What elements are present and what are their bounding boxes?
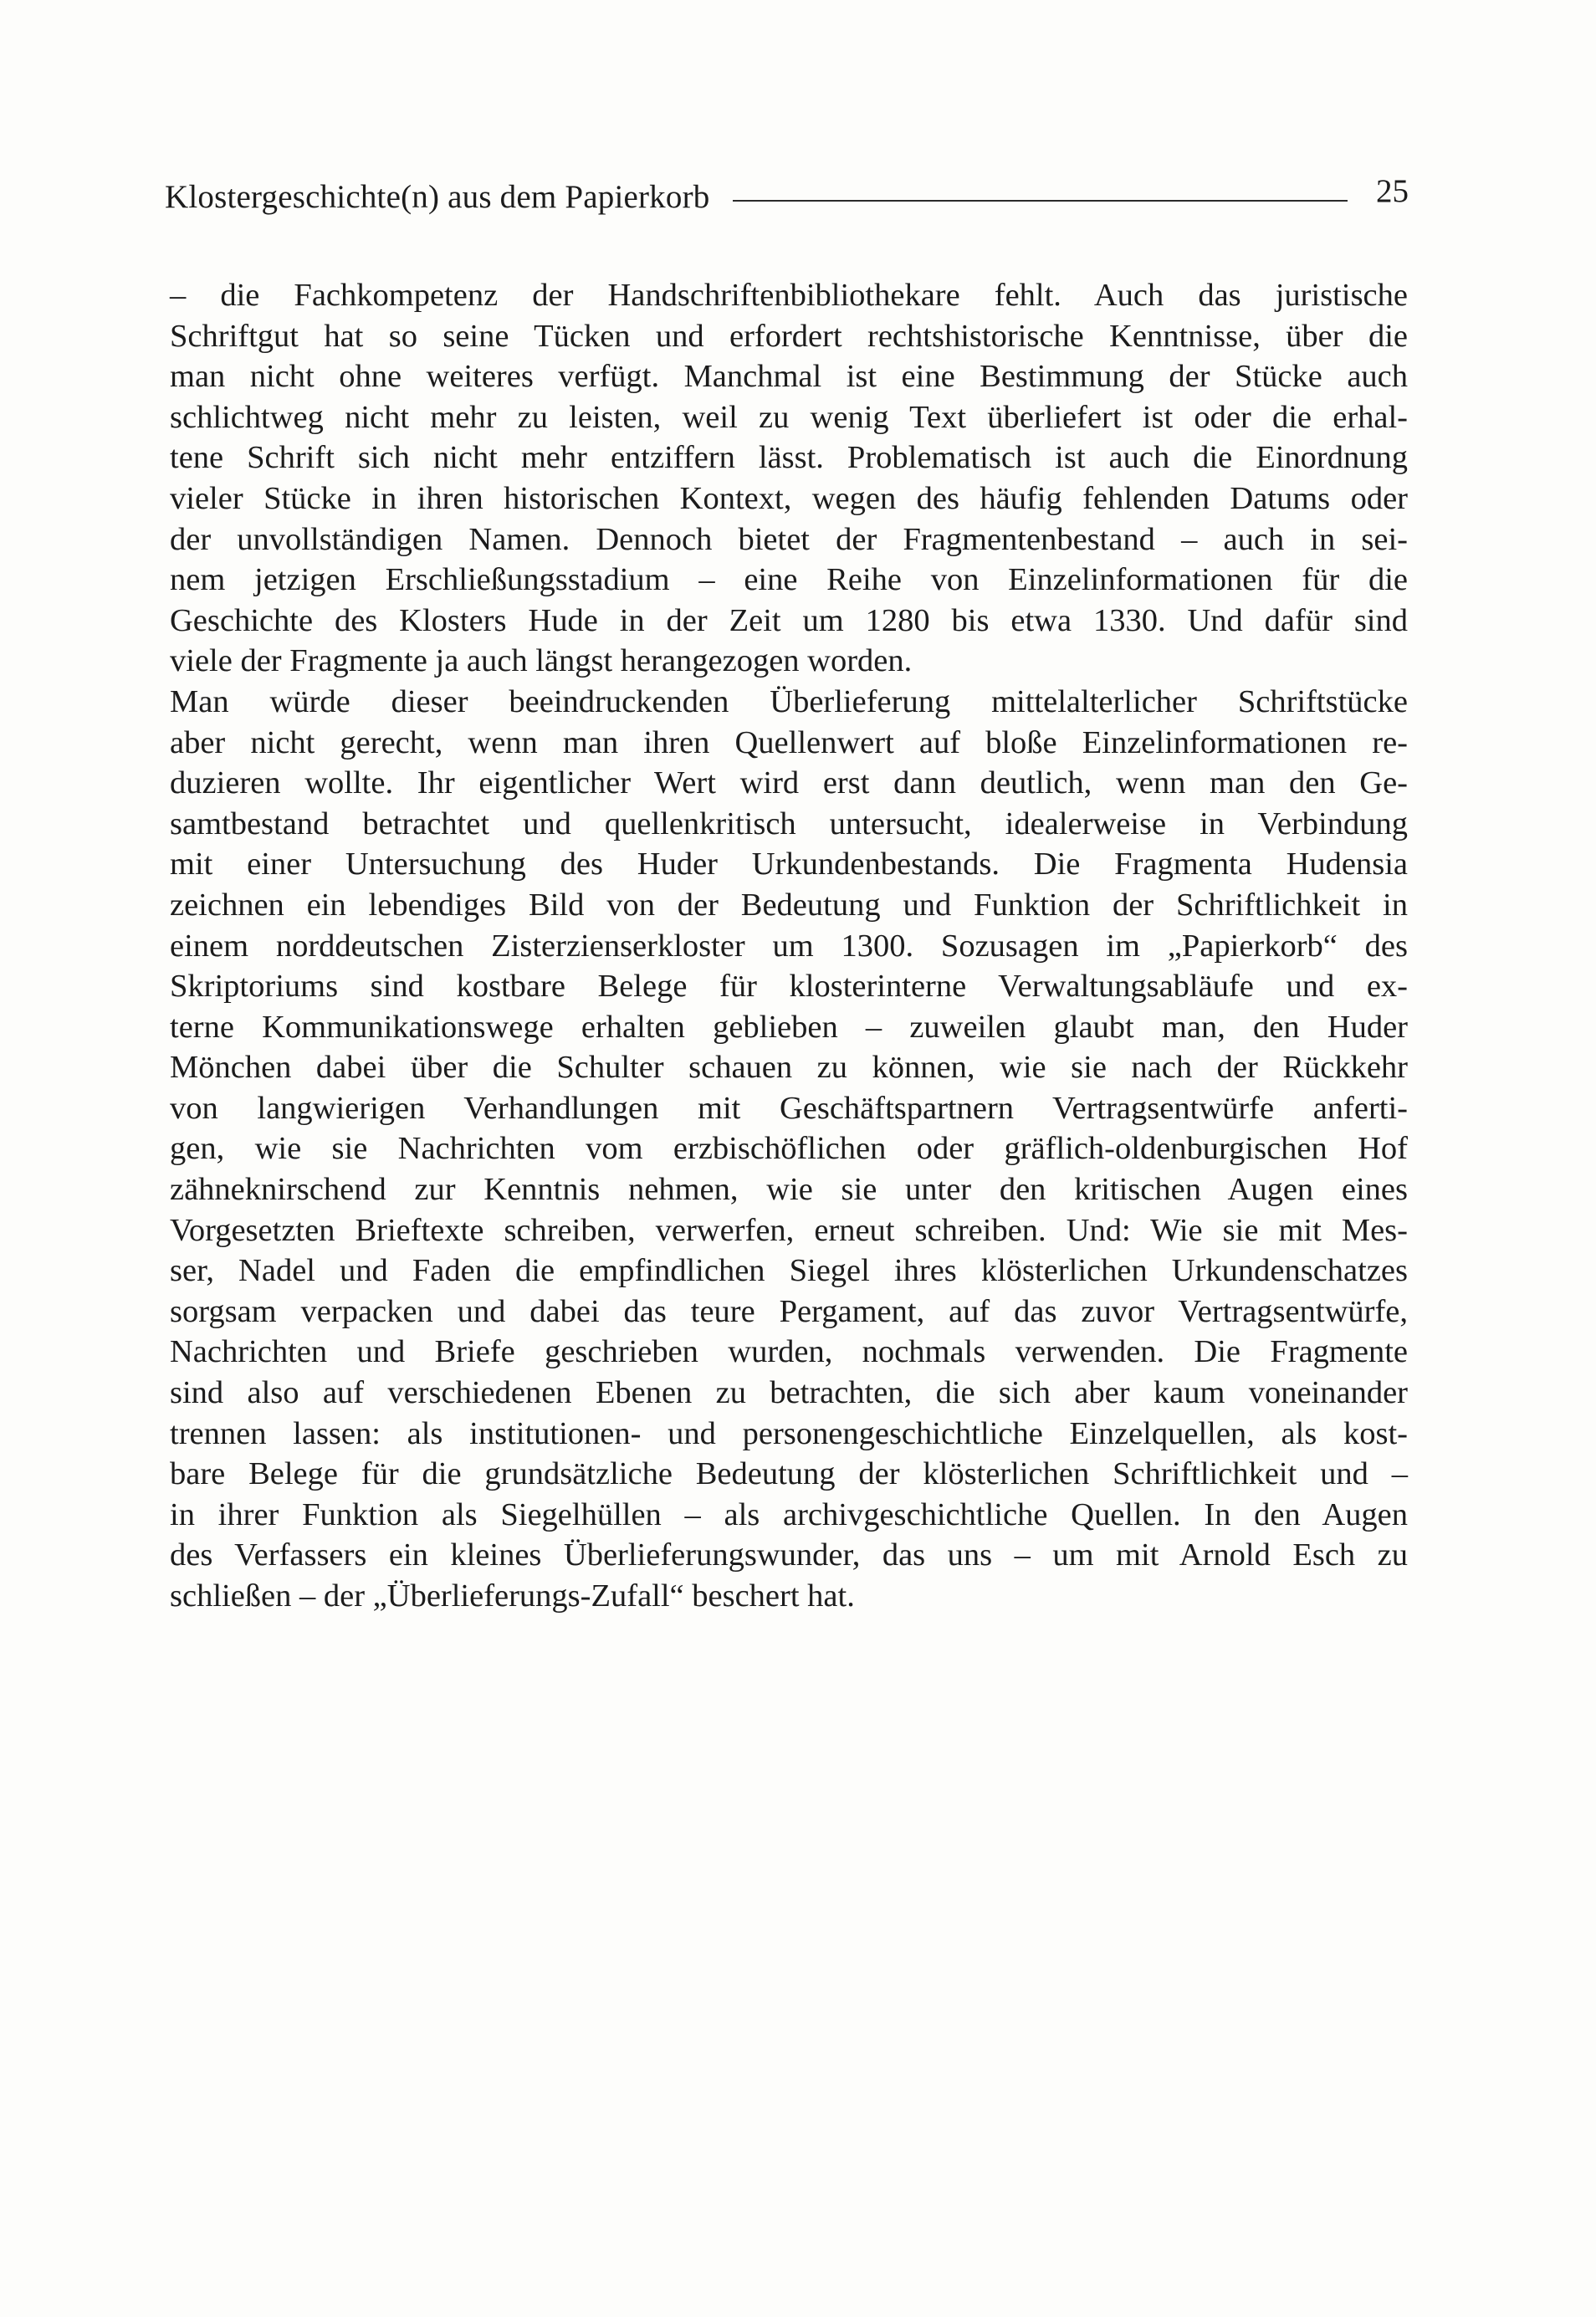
text-line: Geschichte des Klosters Hude in der Zeit um 1280 bis etwa 1330. Und dafür sind	[170, 602, 1408, 638]
text-line: tene Schrift sich nicht mehr entziffern lässt. Problematisch ist auch die Einordnung	[170, 440, 1408, 476]
body-text	[170, 275, 1408, 1617]
text-line: zeichnen ein lebendiges Bild von der Bedeutung und Funktion der Schriftlichkeit in	[170, 887, 1408, 923]
text-line: der unvollständigen Namen. Dennoch bietet der Fragmentenbestand – auch in sei-	[170, 521, 1408, 557]
text-line: schlichtweg nicht mehr zu leisten, weil zu wenig Text überliefert ist oder die erhal-	[170, 399, 1408, 435]
text-line: duzieren wollte. Ihr eigentlicher Wert wird erst dann deutlich, wenn man den Ge-	[170, 765, 1408, 801]
text-line: Schriftgut hat so seine Tücken und erfordert rechtshistorische Kenntnisse, über die	[170, 318, 1408, 354]
paragraph	[170, 682, 1408, 1617]
header-rule	[733, 200, 1348, 202]
text-line: des Verfassers ein kleines Überlieferungswunder, das uns – um mit Arnold Esch zu	[170, 1537, 1408, 1573]
text-line: Man würde dieser beeindruckenden Überlieferung mittelalterlicher Schriftstücke	[170, 683, 1408, 719]
text-line: mit einer Untersuchung des Huder Urkundenbestands. Die Fragmenta Hudensia	[170, 846, 1408, 882]
page-number: 25	[1376, 172, 1409, 209]
text-line: nem jetzigen Erschließungsstadium – eine Reihe von Einzelinformationen für die	[170, 562, 1408, 598]
text-line: samtbestand betrachtet und quellenkritisch untersucht, idealerweise in Verbindung	[170, 806, 1408, 841]
text-line: Vorgesetzten Brieftexte schreiben, verwerfen, erneut schreiben. Und: Wie sie mit Mes-	[170, 1212, 1408, 1248]
text-line: Nachrichten und Briefe geschrieben wurden, nochmals verwenden. Die Fragmente	[170, 1334, 1408, 1370]
text-line: terne Kommunikationswege erhalten geblieben – zuweilen glaubt man, den Huder	[170, 1009, 1408, 1045]
text-line: sorgsam verpacken und dabei das teure Pergament, auf das zuvor Vertragsentwürfe,	[170, 1293, 1408, 1329]
text-line: aber nicht gerecht, wenn man ihren Quellenwert auf bloße Einzelinformationen re-	[170, 724, 1408, 760]
text-line: Mönchen dabei über die Schulter schauen zu können, wie sie nach der Rückkehr	[170, 1050, 1408, 1086]
text-line: vieler Stücke in ihren historischen Kontext, wegen des häufig fehlenden Datums oder	[170, 480, 1408, 516]
text-line: man nicht ohne weiteres verfügt. Manchmal ist eine Bestimmung der Stücke auch	[170, 359, 1408, 395]
text-line: schließen – der „Überlieferungs-Zufall“ beschert hat.	[170, 1578, 855, 1614]
text-line: gen, wie sie Nachrichten vom erzbischöflichen oder gräflich-oldenburgischen Hof	[170, 1131, 1408, 1167]
text-line: – die Fachkompetenz der Handschriftenbibliothekare fehlt. Auch das juristische	[170, 278, 1408, 313]
text-line: trennen lassen: als institutionen- und personengeschichtliche Einzelquellen, als kost-	[170, 1415, 1408, 1451]
text-line: bare Belege für die grundsätzliche Bedeutung der klösterlichen Schriftlichkeit und –	[170, 1456, 1408, 1492]
text-line: Skriptoriums sind kostbare Belege für klosterinterne Verwaltungsabläufe und ex-	[170, 969, 1408, 1005]
text-line: ser, Nadel und Faden die empfindlichen Siegel ihres klösterlichen Urkundenschatzes	[170, 1253, 1408, 1289]
text-line: einem norddeutschen Zisterzienserkloster um 1300. Sozusagen im „Papierkorb“ des	[170, 928, 1408, 964]
text-line: viele der Fragmente ja auch längst herangezogen worden.	[170, 643, 913, 679]
text-line: in ihrer Funktion als Siegelhüllen – als archivgeschichtliche Quellen. In den Augen	[170, 1496, 1408, 1532]
text-line: sind also auf verschiedenen Ebenen zu betrachten, die sich aber kaum voneinander	[170, 1375, 1408, 1411]
text-line: von langwierigen Verhandlungen mit Geschäftspartnern Vertragsentwürfe anferti-	[170, 1090, 1408, 1126]
running-title: Klostergeschichte(n) aus dem Papierkorb	[165, 178, 710, 215]
text-line: zähneknirschend zur Kenntnis nehmen, wie sie unter den kritischen Augen eines	[170, 1172, 1408, 1208]
paragraph	[170, 275, 1408, 682]
running-head	[165, 171, 1409, 222]
